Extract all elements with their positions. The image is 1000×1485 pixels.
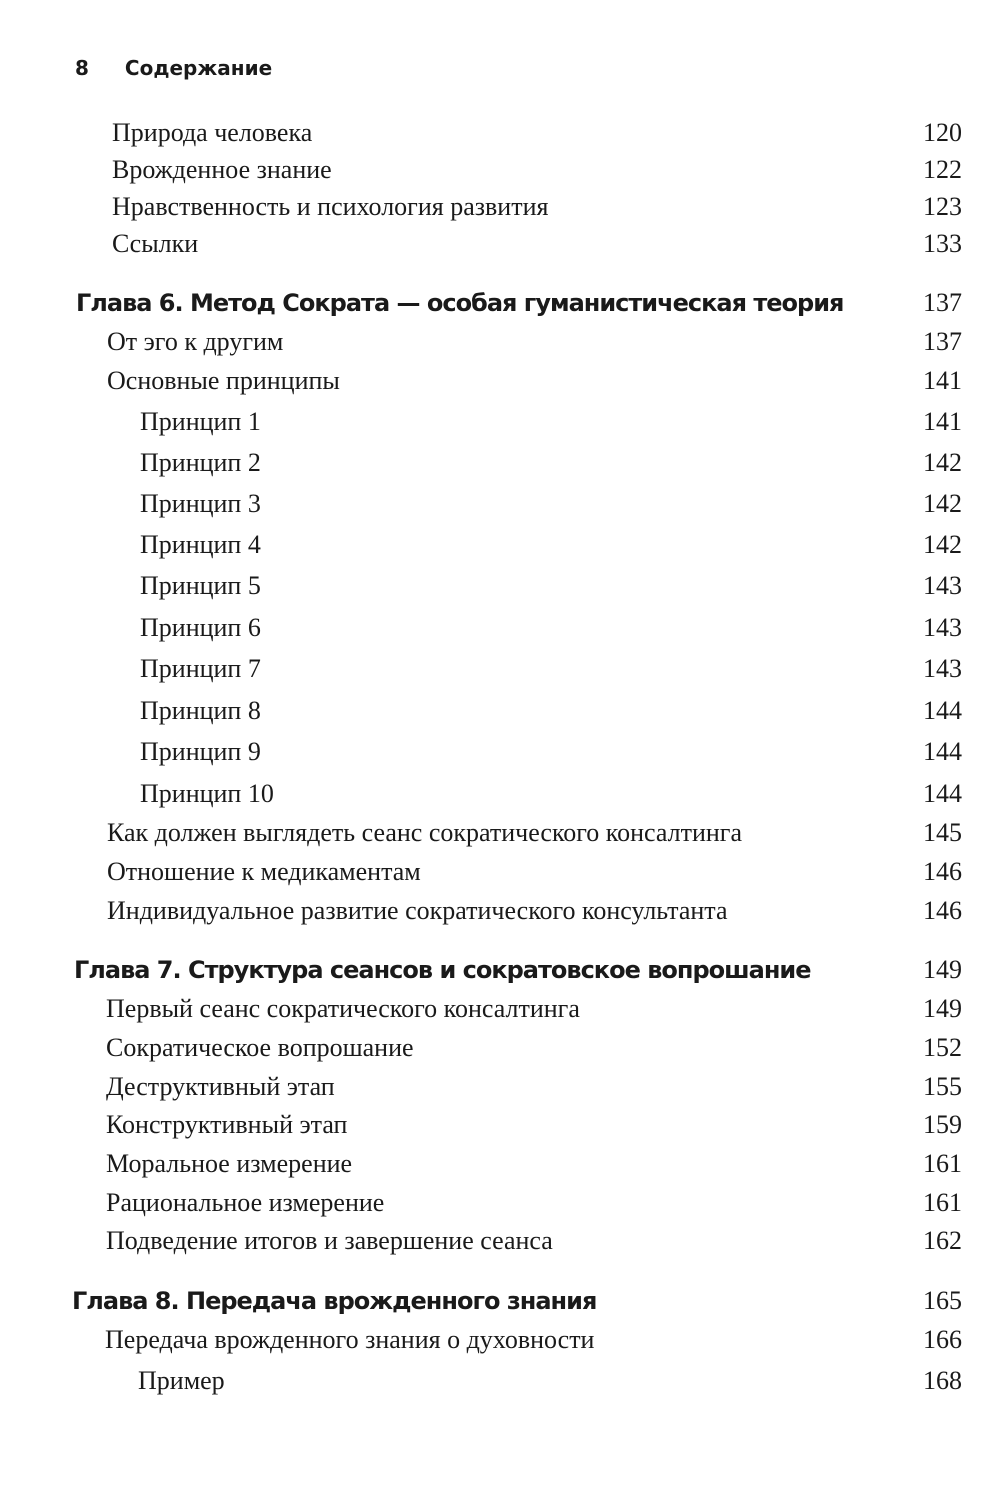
toc-entry-page: 137 <box>923 327 962 356</box>
toc-entry <box>106 994 962 1024</box>
toc-subentry <box>140 779 962 809</box>
page-number: 8 <box>75 56 89 80</box>
toc-entry-title: Первый сеанс сократического консалтинга <box>106 994 580 1023</box>
toc-entry-title: Пример <box>138 1366 225 1395</box>
toc-entry-page: 149 <box>923 994 962 1023</box>
toc-entry-page: 159 <box>923 1110 962 1139</box>
toc-entry-title: Нравственность и психология развития <box>112 192 549 221</box>
toc-entry-title: Принцип 10 <box>140 779 274 808</box>
toc-chapter-title: Глава 6. Метод Сократа — особая гуманистическая теория <box>76 289 844 317</box>
toc-entry <box>106 1033 962 1063</box>
toc-entry-title: Врожденное знание <box>112 155 332 184</box>
toc-entry-title: Отношение к медикаментам <box>107 857 421 886</box>
toc-entry-page: 146 <box>923 857 962 886</box>
toc-entry-title: Ссылки <box>112 229 199 258</box>
toc-chapter-title: Глава 8. Передача врожденного знания <box>72 1287 597 1315</box>
toc-chapter-title: Глава 7. Структура сеансов и сократовское вопрошание <box>74 956 811 984</box>
toc-entry-title: Индивидуальное развитие сократического консультанта <box>107 896 728 925</box>
toc-entry-page: 144 <box>923 696 962 725</box>
toc-entry-title: Принцип 3 <box>140 489 261 518</box>
toc-entry <box>107 366 962 396</box>
toc-entry-page: 142 <box>923 489 962 518</box>
toc-entry-page: 122 <box>923 155 962 184</box>
toc-chapter <box>74 955 962 985</box>
toc-entry-title: Принцип 2 <box>140 448 261 477</box>
toc-entry-title: От эго к другим <box>107 327 284 356</box>
toc-chapter-page: 165 <box>923 1286 962 1315</box>
toc-subentry <box>140 696 962 726</box>
toc-entry-page: 143 <box>923 571 962 600</box>
toc-entry <box>106 1226 962 1256</box>
toc-subentry <box>140 448 962 478</box>
toc-chapter-page: 137 <box>923 288 962 317</box>
toc-entry <box>106 1149 962 1179</box>
toc-entry-title: Принцип 6 <box>140 613 261 642</box>
toc-entry-title: Сократическое вопрошание <box>106 1033 414 1062</box>
toc-subentry <box>140 407 962 437</box>
toc-entry <box>107 857 962 887</box>
toc-entry-page: 168 <box>923 1366 962 1395</box>
toc-entry <box>112 229 962 259</box>
toc-entry-title: Моральное измерение <box>106 1149 353 1178</box>
toc-subentry <box>140 571 962 601</box>
toc-entry-page: 152 <box>923 1033 962 1062</box>
toc-entry <box>106 1072 962 1102</box>
toc-entry-title: Принцип 1 <box>140 407 261 436</box>
toc-entry-title: Принцип 5 <box>140 571 261 600</box>
toc-entry <box>112 155 962 185</box>
toc-entry-page: 123 <box>923 192 962 221</box>
toc-entry-page: 143 <box>923 613 962 642</box>
toc-entry <box>105 1325 962 1355</box>
toc-entry-title: Принцип 9 <box>140 737 261 766</box>
toc-entry <box>106 1110 962 1140</box>
toc-entry <box>106 1188 962 1218</box>
toc-entry-title: Принцип 4 <box>140 530 261 559</box>
toc-entry-page: 166 <box>923 1325 962 1354</box>
toc-entry-page: 162 <box>923 1226 962 1255</box>
running-title: Содержание <box>124 56 273 80</box>
toc-subentry <box>140 654 962 684</box>
toc-entry-title: Подведение итогов и завершение сеанса <box>106 1226 553 1255</box>
toc-chapter <box>76 288 962 318</box>
toc-entry-page: 161 <box>923 1188 962 1217</box>
toc-entry <box>107 896 962 926</box>
toc-entry-page: 141 <box>923 366 962 395</box>
toc-entry-title: Природа человека <box>112 118 313 147</box>
toc-entry-page: 142 <box>923 530 962 559</box>
toc-subentry <box>140 737 962 767</box>
toc-chapter <box>72 1286 962 1316</box>
toc-entry <box>107 818 962 848</box>
toc-entry-title: Принцип 8 <box>140 696 261 725</box>
toc-entry-title: Конструктивный этап <box>106 1110 348 1139</box>
toc-subentry <box>138 1366 962 1396</box>
toc-entry-page: 143 <box>923 654 962 683</box>
toc-subentry <box>140 530 962 560</box>
toc-entry-page: 155 <box>923 1072 962 1101</box>
toc-subentry <box>140 489 962 519</box>
toc-entry-title: Как должен выглядеть сеанс сократического консалтинга <box>107 818 742 847</box>
toc-entry <box>107 327 962 357</box>
toc-entry-page: 144 <box>923 779 962 808</box>
toc-entry-page: 133 <box>923 229 962 258</box>
toc-entry <box>112 192 962 222</box>
toc-entry-title: Рациональное измерение <box>106 1188 385 1217</box>
toc-entry-page: 141 <box>923 407 962 436</box>
toc-entry-page: 142 <box>923 448 962 477</box>
toc-entry-title: Основные принципы <box>107 366 340 395</box>
toc-entry-page: 144 <box>923 737 962 766</box>
toc-entry <box>112 118 962 148</box>
toc-chapter-page: 149 <box>923 955 962 984</box>
toc-entry-page: 146 <box>923 896 962 925</box>
toc-entry-page: 120 <box>923 118 962 147</box>
toc-entry-title: Принцип 7 <box>140 654 261 683</box>
toc-subentry <box>140 613 962 643</box>
toc-entry-page: 161 <box>923 1149 962 1178</box>
toc-entry-title: Деструктивный этап <box>106 1072 335 1101</box>
toc-entry-title: Передача врожденного знания о духовности <box>105 1325 595 1354</box>
toc-entry-page: 145 <box>923 818 962 847</box>
